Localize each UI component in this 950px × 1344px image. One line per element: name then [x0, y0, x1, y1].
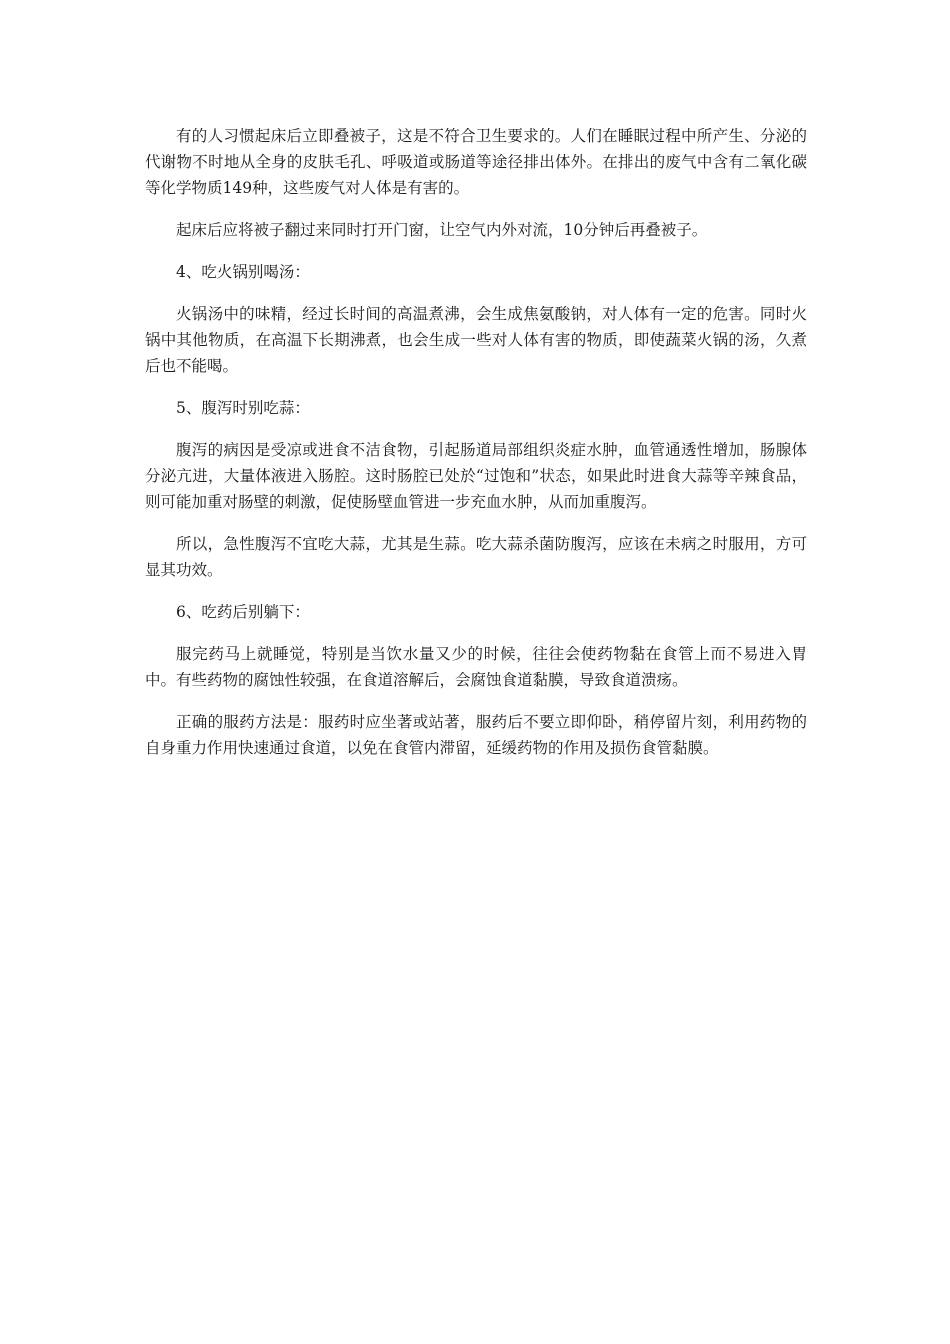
heading-hotpot-soup: 4、吃火锅别喝汤：	[176, 263, 310, 281]
document-body	[145, 123, 807, 777]
paragraph-medicine-risk: 服完药马上就睡觉，特别是当饮水量又少的时候，往往会使药物黏在食管上而不易进入胃中。有些药物的腐蚀性较强，在食道溶解后，会腐蚀食道黏膜，导致食道溃疡。	[145, 645, 807, 689]
paragraph-hotpot-soup: 火锅汤中的味精，经过长时间的高温煮沸，会生成焦氨酸钠，对人体有一定的危害。同时火锅中其他物质，在高温下长期沸煮，也会生成一些对人体有害的物质，即使蔬菜火锅的汤，久煮后也不能喝。	[145, 305, 807, 375]
paragraph-diarrhea-cause: 腹泻的病因是受凉或进食不洁食物，引起肠道局部组织炎症水肿，血管通透性增加，肠腺体分泌亢进，大量体液进入肠腔。这时肠腔已处於“过饱和”状态，如果此时进食大蒜等辛辣食品，则可能加重对肠壁的刺激，促使肠壁血管进一步充血水肿，从而加重腹泻。	[145, 441, 807, 511]
paragraph-quilt-advice: 起床后应将被子翻过来同时打开门窗，让空气内外对流，10分钟后再叠被子。	[176, 221, 708, 239]
heading-medicine-lying: 6、吃药后别躺下：	[176, 603, 310, 621]
paragraph-diarrhea-advice: 所以，急性腹泻不宜吃大蒜，尤其是生蒜。吃大蒜杀菌防腹泻，应该在未病之时服用，方可显其功效。	[145, 535, 807, 579]
paragraph-medicine-advice: 正确的服药方法是：服药时应坐著或站著，服药后不要立即仰卧，稍停留片刻，利用药物的自身重力作用快速通过食道，以免在食管内滞留，延缓药物的作用及损伤食管黏膜。	[145, 713, 807, 757]
heading-diarrhea-garlic: 5、腹泻时别吃蒜：	[176, 399, 310, 417]
paragraph-quilt-folding: 有的人习惯起床后立即叠被子，这是不符合卫生要求的。人们在睡眠过程中所产生、分泌的代谢物不时地从全身的皮肤毛孔、呼吸道或肠道等途径排出体外。在排出的废气中含有二氧化碳等化学物质149种，这些废气对人体是有害的。	[145, 127, 807, 197]
